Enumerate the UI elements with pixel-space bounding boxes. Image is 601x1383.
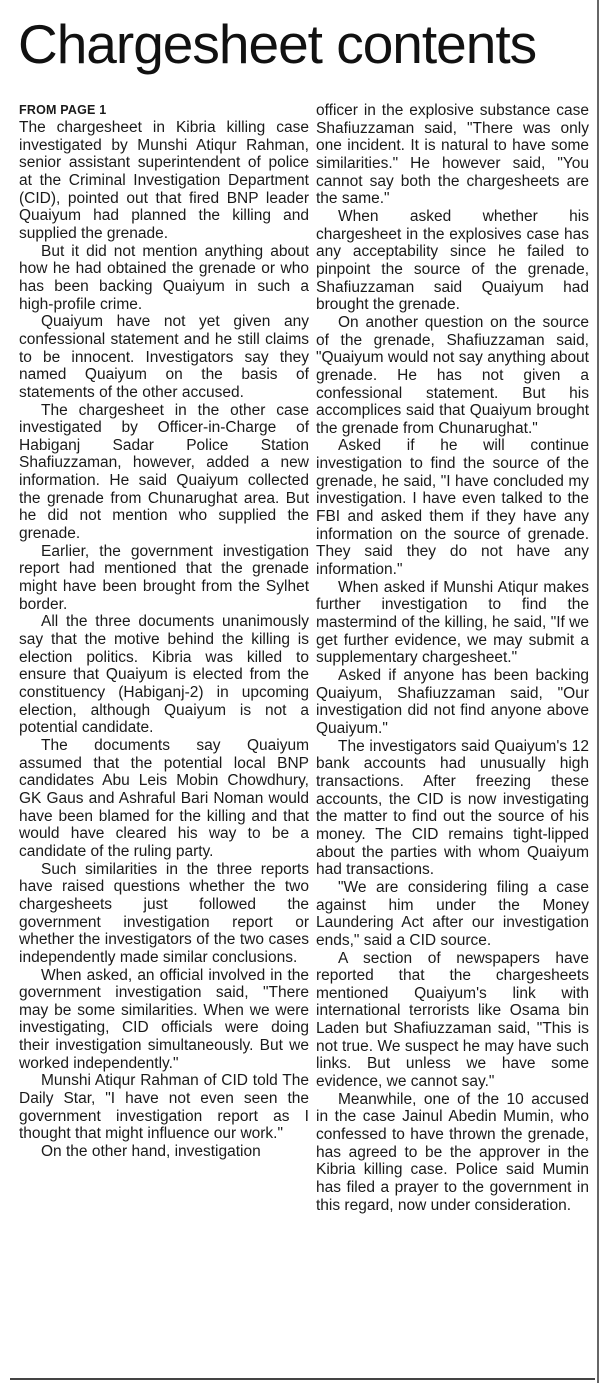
paragraph: Munshi Atiqur Rahman of CID told The Daily Star, "I have not even seen the government investigation report as I thought that might influence our work." bbox=[19, 1072, 309, 1143]
paragraph: The chargesheet in Kibria killing case investigated by Munshi Atiqur Rahman, senior assistant superintendent of police at the Criminal Investigation Department (CID), pointed out that fired BNP leader Quaiyum had planned the killing and supplied the grenade. bbox=[19, 119, 309, 242]
paragraph: "We are considering filing a case against him under the Money Laundering Act after our investigation ends," said a CID source. bbox=[316, 878, 589, 949]
paragraph: Asked if he will continue investigation to find the source of the grenade, he said, "I have concluded my investigation. I have even talked to the FBI and asked them if they have any information on the source of grenade. They said they do not have any information." bbox=[316, 437, 589, 579]
bottom-rule bbox=[10, 1378, 595, 1380]
paragraph: All the three documents unanimously say that the motive behind the killing is election politics. Kibria was killed to ensure that Quaiyum is elected from the constituency (Habiganj-2) in upcoming election, although Quaiyum is not a potential candidate. bbox=[19, 613, 309, 737]
headline: Chargesheet contents bbox=[18, 13, 537, 75]
paragraph: When asked if Munshi Atiqur makes further investigation to find the mastermind of the killing, he said, "If we get further evidence, we may submit a supplementary chargesheet." bbox=[316, 578, 589, 667]
paragraph: When asked whether his chargesheet in the explosives case has any acceptability since he failed to pinpoint the source of the grenade, Shafiuzzaman said Quaiyum had brought the grenade. bbox=[316, 207, 589, 314]
paragraph: The investigators said Quaiyum's 12 bank accounts had unusually high transactions. After freezing these accounts, the CID is now investigating the matter to find out the source of his money. The CID remains tight-lipped about the parties with whom Quaiyum had transactions. bbox=[316, 737, 589, 879]
left-column bbox=[19, 102, 309, 1161]
paragraph: On the other hand, investigation bbox=[41, 1143, 261, 1161]
paragraph: Asked if anyone has been backing Quaiyum, Shafiuzzaman said, "Our investigation did not find anyone above Quaiyum." bbox=[316, 667, 589, 737]
paragraph: On another question on the source of the grenade, Shafiuzzaman said, "Quaiyum would not say anything about grenade. He has not given a confessional statement. But his accomplices said that Quaiyum brought the grenade from Chunarughat." bbox=[316, 313, 589, 437]
paragraph: Quaiyum have not yet given any confessional statement and he still claims to be innocent. Investigators say they named Quaiyum on the basis of statements of the other accused. bbox=[19, 313, 309, 401]
paragraph: The documents say Quaiyum assumed that the potential local BNP candidates Abu Leis Mobin Chowdhury, GK Gaus and Ashraful Bari Noman would have been blamed for the killing and that would have cleared his way to be a candidate of the ruling party. bbox=[19, 736, 309, 860]
paragraph: Such similarities in the three reports have raised questions whether the two chargesheets just followed the government investigation report or whether the investigators of the two cases independently made similar conclusions. bbox=[19, 860, 309, 966]
paragraph: But it did not mention anything about how he had obtained the grenade or who has been backing Quaiyum in such a high-profile crime. bbox=[19, 242, 309, 313]
paragraph: When asked, an official involved in the government investigation said, "There may be some similarities. When we were investigating, CID officials were doing their investigation simultaneously. But we worked independently." bbox=[19, 966, 309, 1072]
paragraph: The chargesheet in the other case investigated by Officer-in-Charge of Habiganj Sadar Police Station Shafiuzzaman, however, added a new information. He said Quaiyum collected the grenade from Chunarughat area. But he did not mention who supplied the grenade. bbox=[19, 401, 309, 543]
paragraph: A section of newspapers have reported that the chargesheets mentioned Quaiyum's link with international terrorists like Osama bin Laden but Shafiuzzaman said, "This is not true. We suspect he may have such links. But unless we have some evidence, we cannot say." bbox=[316, 949, 589, 1091]
right-column bbox=[316, 102, 589, 1214]
paragraph: Earlier, the government investigation report had mentioned that the grenade might have been brought from the Sylhet border. bbox=[19, 542, 309, 613]
column-border bbox=[597, 0, 599, 1383]
kicker: FROM PAGE 1 bbox=[19, 103, 107, 117]
paragraph: Meanwhile, one of the 10 accused in the case Jainul Abedin Mumin, who confessed to have thrown the grenade, has agreed to be the approver in the Kibria killing case. Police said Mumin has filed a prayer to the government in this regard, now under consideration. bbox=[316, 1090, 589, 1214]
paragraph: officer in the explosive substance case Shafiuzzaman said, "There was only one incident. It is natural to have some similarities." He however said, "You cannot say both the chargesheets are the same." bbox=[316, 102, 589, 208]
